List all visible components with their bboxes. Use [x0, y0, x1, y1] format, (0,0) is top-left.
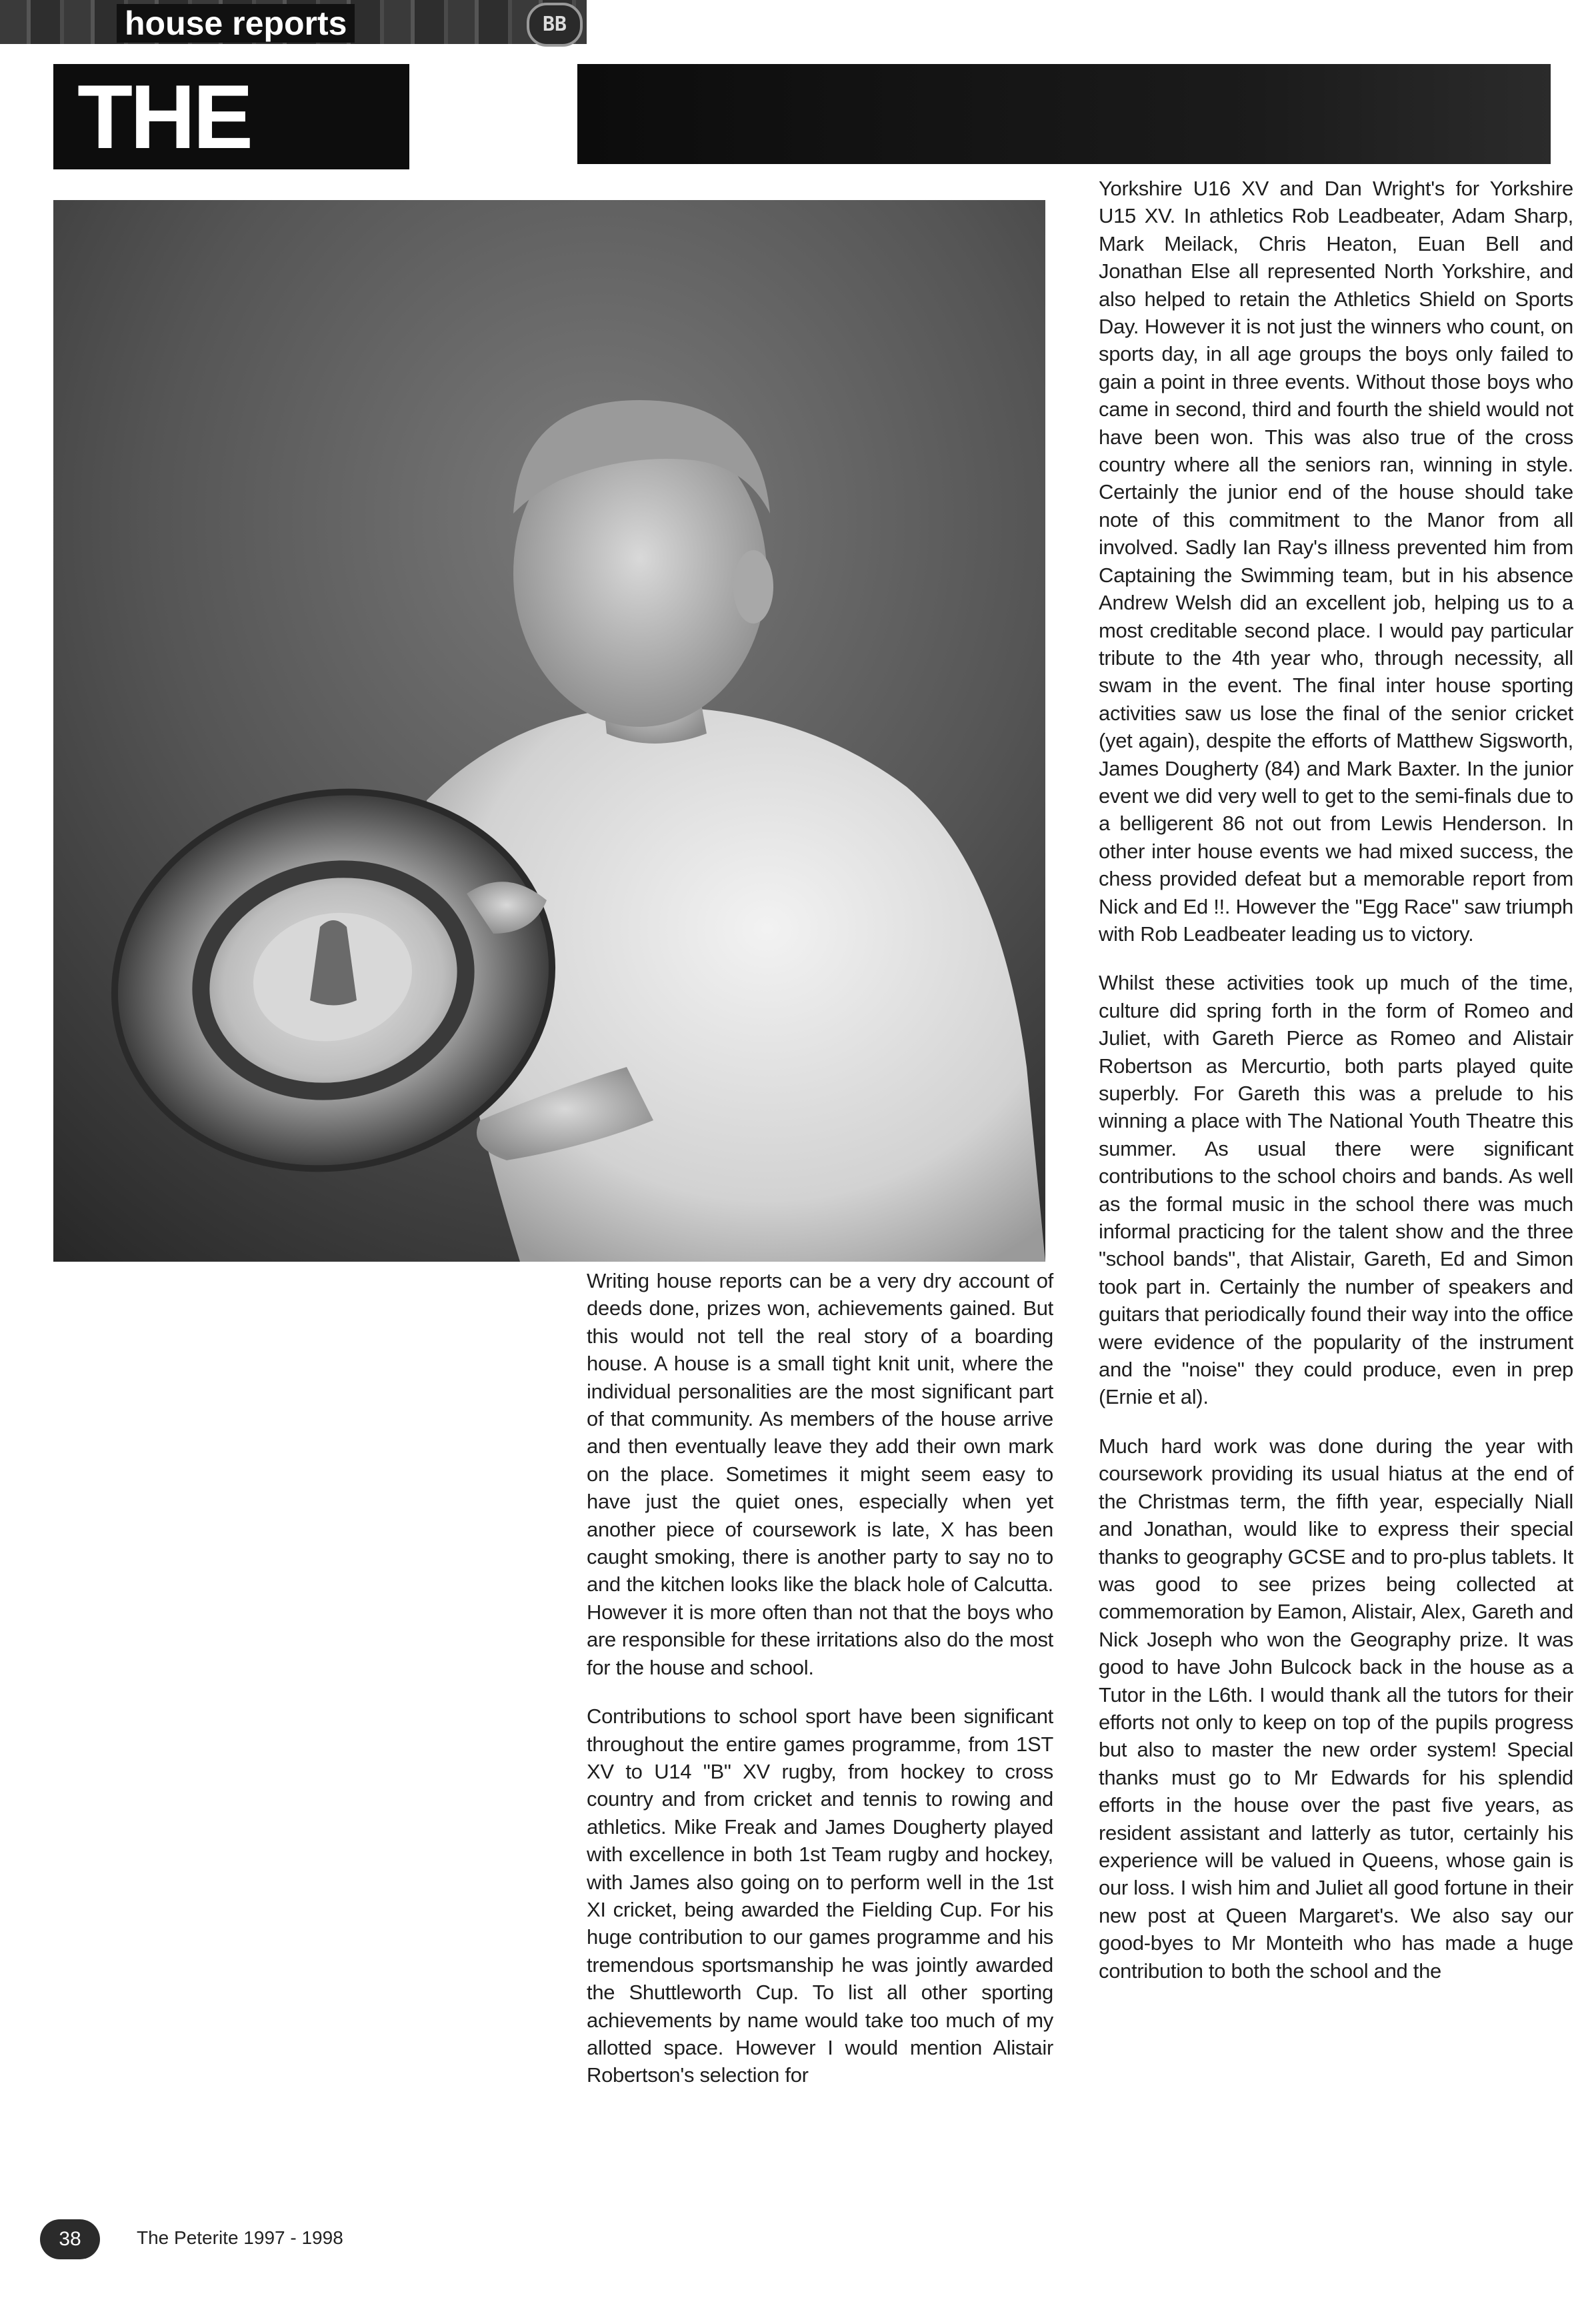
left-column — [587, 1267, 1053, 2111]
paragraph-culture: Whilst these activities took up much of the time, culture did spring forth in the form of Romeo and Juliet, with Gareth Pierce as Romeo and Alistair Robertson as Mercurtio, both parts played quite superbly. For Gareth this was a prelude to his winning a place with The National Youth Theatre this summer. As usual there were significant contributions to the school choirs and bands. As well as the formal music in the school there was much informal practicing for the talent show and the three "school bands", that Alistair, Gareth, Ed and Simon took part in. Certainly the number of speakers and guitars that periodically found their way into the office were evidence of the popularity of the instrument and the "noise" they could produce, even in prep (Ernie et al). — [1099, 971, 1573, 1409]
logo-icon: BB — [527, 3, 583, 47]
paragraph-athletics: Yorkshire U16 XV and Dan Wright's for Yorkshire U15 XV. In athletics Rob Leadbeater, Adam Sharp, Mark Meilack, Chris Heaton, Euan Bell and Jonathan Else all represented North Yorkshire, and also helped to retain the Athletics Shield on Sports Day. However it is not just the winners who count, on sports day, in all age groups the boys only failed to gain a point in three events. Without those boys who came in second, third and fourth the shield would not have been won. This was also true of the cross country where all the seniors ran, winning in style. Certainly the junior end of the house should take note of this commitment to the Manor from all involved. Sadly Ian Ray's illness prevented him from Captaining the Swimming team, but in his absence Andrew Welsh did an excellent job, helping us to a most creditable second place. I would pay particular tribute to the 4th year who, through necessity, all swam in the event. The final inter house sporting activities saw us lose the final of the senior cricket (yet again), despite the efforts of Matthew Sigsworth, James Dougherty (84) and Mark Baxter. In the junior event we did very well to get to the semi-finals due to a belligerent 86 not out from Lewis Henderson. In other inter house events we had mixed success, the chess provided defeat but a memorable report from Nick and Ed !!. However the "Egg Race" saw triumph with Rob Leadbeater leading us to victory. — [1099, 177, 1573, 946]
photo-illustration — [53, 200, 1045, 1262]
section-label: house reports — [117, 4, 355, 43]
title-box — [53, 64, 409, 169]
page-title: THE — [77, 66, 251, 167]
page-number: 38 — [40, 2219, 100, 2259]
publication-title: The Peterite 1997 - 1998 — [137, 2227, 343, 2248]
right-column — [1099, 175, 1573, 2006]
paragraph-intro: Writing house reports can be a very dry account of deeds done, prizes won, achievements gained. But this would not tell the real story of a boarding house. A house is a small tight knit unit, where the individual personalities are the most significant part of that community. As members of the house arrive and then eventually leave they add their own mark on the place. Sometimes it might seem easy to have just the quiet ones, especially when yet another piece of coursework is late, X has been caught smoking, there is another party to say no to and the kitchen looks like the black hole of Calcutta. However it is more often than not that the boys who are responsible for these irritations also do the most for the house and school. — [587, 1269, 1053, 1679]
paragraph-academics: Much hard work was done during the year with coursework providing its usual hiatus at the end of the Christmas term, the fifth year, especially Niall and Jonathan, would like to express their special thanks to geography GCSE and to pro-plus tablets. It was good to see prizes being collected at commemoration by Eamon, Alistair, Alex, Gareth and Nick Joseph who won the Geography prize. It was good to have John Bulcock back in the house as a Tutor in the L6th. I would thank all the tutors for their efforts not only to keep on top of the pupils progress but also to master the new order system! Special thanks must go to Mr Edwards for his splendid efforts in the house over the past five years, as resident assistant and latterly as tutor, certainly his experience will be valued in Queens, whose gain is our loss. I wish him and Juliet all good fortune in their new post at Queen Margaret's. We also say our good-byes to Mr Monteith who has made a huge contribution to both the school and the — [1099, 1434, 1573, 1983]
paragraph-sport: Contributions to school sport have been significant throughout the entire games programme, from 1ST XV to U14 "B" XV rugby, from hockey to cross country and from cricket and tennis to rowing and athletics. Mike Freak and James Dougherty played with excellence in both 1st Team rugby and hockey, with James also going on to perform well in the 1st XI cricket, being awarded the Fielding Cup. For his huge contribution to our games programme and his tremendous sportsmanship he was jointly awarded the Shuttleworth Cup. To list all other sporting achievements by name would take too much of my allotted space. However I would mention Alistair Robertson's selection for — [587, 1704, 1053, 2087]
photo — [53, 200, 1045, 1262]
title-bar — [577, 64, 1551, 164]
